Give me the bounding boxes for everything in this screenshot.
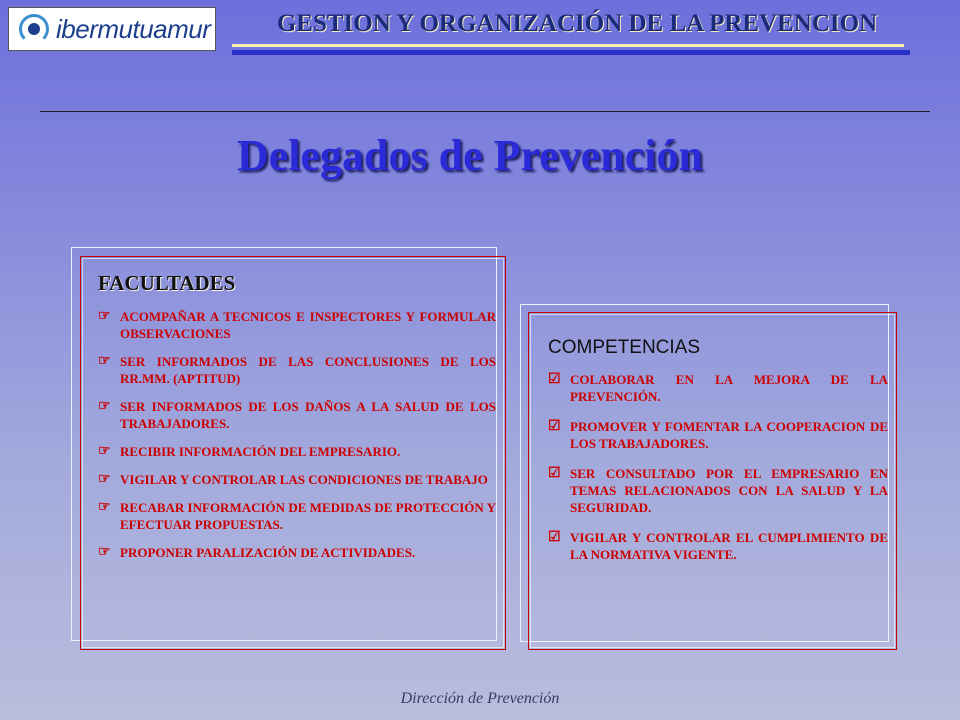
facultad-item: ☞ RECIBIR INFORMACIÓN DEL EMPRESARIO. — [98, 444, 401, 459]
ibermutuamur-logo — [8, 7, 216, 51]
checkbox-icon: ☑ — [548, 419, 561, 434]
competencias-list — [548, 371, 888, 563]
facultades-list — [98, 308, 496, 561]
competencia-item: ☑ COLABORAR EN LA MEJORA DE LA PREVENCIÓN. — [548, 372, 888, 404]
facultad-item: ☞ VIGILAR Y CONTROLAR LAS CONDICIONES DE TRABAJO — [98, 472, 488, 487]
pointing-hand-icon: ☞ — [98, 399, 111, 414]
competencia-item: ☑ SER CONSULTADO POR EL EMPRESARIO EN TEMAS RELACIONADOS CON LA SALUD Y LA SEGURIDAD. — [548, 466, 888, 515]
logo-mark-icon — [17, 12, 51, 46]
pointing-hand-icon: ☞ — [98, 545, 111, 560]
footer-text: Dirección de Prevención — [400, 690, 560, 707]
divider-line — [40, 111, 930, 112]
facultad-item: ☞ SER INFORMADOS DE LOS DAÑOS A LA SALUD DE LOS TRABAJADORES. — [98, 399, 496, 431]
competencias-content — [548, 337, 888, 576]
facultad-item: ☞ PROPONER PARALIZACIÓN DE ACTIVIDADES. — [98, 545, 416, 560]
pointing-hand-icon: ☞ — [98, 500, 111, 515]
competencia-item: ☑ PROMOVER Y FOMENTAR LA COOPERACION DE LOS TRABAJADORES. — [548, 419, 888, 451]
header-underline-blue — [232, 50, 910, 55]
competencias-heading: COMPETENCIAS — [548, 337, 701, 358]
pointing-hand-icon: ☞ — [98, 354, 111, 369]
checkbox-icon: ☑ — [548, 530, 561, 545]
competencia-item: ☑ VIGILAR Y CONTROLAR EL CUMPLIMIENTO DE LA NORMATIVA VIGENTE. — [548, 530, 888, 562]
header-title: GESTION Y ORGANIZACIÓN DE LA PREVENCION — [276, 10, 878, 37]
checkbox-icon: ☑ — [548, 466, 561, 481]
facultades-content — [98, 271, 496, 572]
logo-text: ibermutuamur — [56, 13, 211, 44]
header-underline-light — [232, 44, 904, 47]
pointing-hand-icon: ☞ — [98, 444, 111, 459]
pointing-hand-icon: ☞ — [98, 309, 111, 324]
checkbox-icon: ☑ — [548, 372, 561, 387]
facultades-heading: FACULTADES — [98, 271, 236, 295]
page-title: Delegados de Prevención — [236, 131, 704, 180]
facultad-item: ☞ SER INFORMADOS DE LAS CONCLUSIONES DE LOS RR.MM. (APTITUD) — [98, 354, 496, 386]
facultad-item: ☞ ACOMPAÑAR A TECNICOS E INSPECTORES Y FORMULAR OBSERVACIONES — [98, 309, 496, 341]
pointing-hand-icon: ☞ — [98, 472, 111, 487]
facultad-item: ☞ RECABAR INFORMACIÓN DE MEDIDAS DE PROTECCIÓN Y EFECTUAR PROPUESTAS. — [98, 500, 496, 532]
